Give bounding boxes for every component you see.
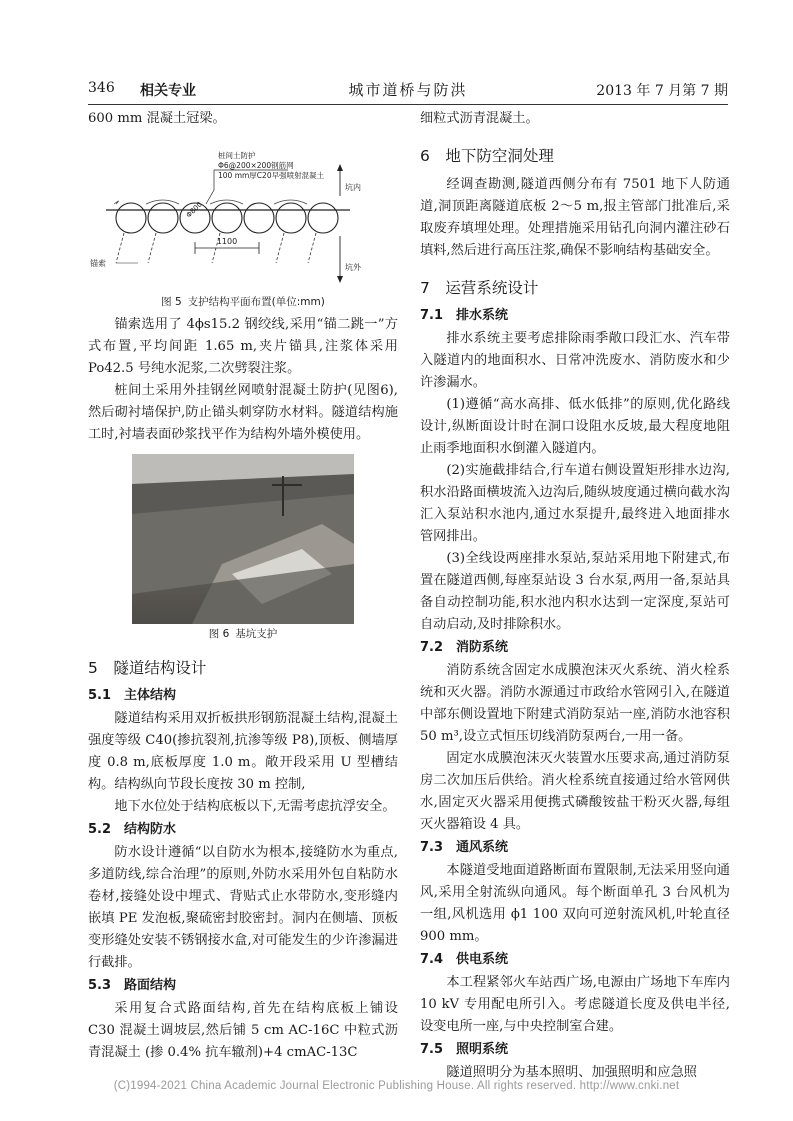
subsection-7-3-heading: 7.3 通风系统 [420,840,509,855]
issue-label: 2013 年 7 月第 7 期 [596,83,728,99]
paragraph-main-structure: 隧道结构采用双折板拱形钢筋混凝土结构,混凝土强度等级 C40(掺抗裂剂,抗渗等级 P8),顶板、侧墙厚度 0.8 m,底板厚度 1.0 m。敞开段采用 U 型槽结构。结构纵向节段长度按 30 m 控制, [88,711,398,792]
paragraph-anchor: 锚索选用了 4ϕs15.2 钢绞线,采用“锚二跳一”方式布置,平均间距 1.65 m,夹片锚具,注浆体采用 Po42.5 号纯水泥浆,二次劈裂注浆。 [88,317,398,376]
label-pit-outside: 坑外 [345,263,361,272]
subsection-5-3-heading: 5.3 路面结构 [88,978,177,993]
figure-5-caption [88,294,398,310]
paragraph-drainage-3: (3)全线设两座排水泵站,泵站采用地下附建式,布置在隧道西侧,每座泵站设 3 台水泵,两用一备,泵站具备自动控制功能,积水池内积水达到一定深度,泵站可自动启动,及时排除积水。 [420,551,730,632]
left-column [88,108,398,1064]
subsection-7-1-heading: 7.1 排水系统 [420,308,509,323]
paragraph-fire-foam: 固定水成膜泡沫灭火装置水压要求高,通过消防泵房二次加压后供给。消火栓系统直接通过给水管网供水,固定灭火器采用便携式磷酸铵盐干粉灭火器,每组灭火器箱设 4 具。 [420,751,730,832]
dim-diameter-label: Φ800 [184,200,204,220]
page-number: 346 [88,80,115,96]
figure-5 [88,138,398,310]
figure-6-caption [88,626,398,642]
subsection-7-4-heading: 7.4 供电系统 [420,952,509,967]
copyright-footer: (C)1994-2021 China Academic Journal Electronic Publishing House. All rights reserved. http://www.cnki.net [113,1080,680,1092]
note-shotcrete: 100 mm厚C20早强喷射混凝土 [218,171,325,180]
paragraph-drainage-2: (2)实施截排结合,行车道右侧设置矩形排水边沟,积水沿路面横坡流入边沟后,随纵坡度通过横向截水沟汇入泵站积水池内,通过水泵提升,最终进入地面排水管网排出。 [420,463,730,544]
label-anchor: 锚索 [90,259,106,268]
subsection-7-5-heading: 7.5 照明系统 [420,1042,509,1057]
note-soil-protection: 桩间土防护 [218,151,256,160]
section-5-heading: 5 隧道结构设计 [88,659,207,677]
section-name: 相关专业 [140,83,196,99]
journal-title: 城市道桥与防洪 [348,81,468,99]
paragraph-air-raid-shelter: 经调查勘测,隧道西侧分布有 7501 地下人防通道,洞顶距离隧道底板 2～5 m,报主管部门批准后,采取废弃填埋处理。处理措施采用钻孔向洞内灌注砂石填料,然后进行高压注浆,确保不影响结构基础安全。 [420,177,730,258]
paragraph-fire-system: 消防系统含固定水成膜泡沫灭火系统、消火栓系统和灭火器。消防水源通过市政给水管网引入,在隧道中部东侧设置地下附建式消防泵站一座,消防水池容积 50 m³,设立式恒压切线消防泵两台,一用一备。 [420,663,730,744]
paragraph-soil-protection: 桩间土采用外挂钢丝网喷射混凝土防护(见图6),然后砌衬墙保护,防止锚头刺穿防水材料。隧道结构施工时,衬墙表面砂浆找平作为结构外墙外模使用。 [88,383,398,442]
paragraph-drainage-intro: 排水系统主要考虑排除雨季敞口段汇水、汽车带入隧道内的地面积水、日常冲洗废水、消防废水和少许渗漏水。 [420,331,730,390]
paragraph-ventilation: 本隧道受地面道路断面布置限制,无法采用竖向通风,采用全射流纵向通风。每个断面单孔 3 台风机为一组,风机选用 ϕ1 100 双向可逆射流风机,叶轮直径 900 mm。 [420,863,730,944]
paragraph-lighting: 隧道照明分为基本照明、加强照明和应急照 [446,1065,697,1080]
label-pit-inside: 坑内 [345,183,361,192]
paragraph-drainage-1: (1)遵循“高水高排、低水低排”的原则,优化路线设计,纵断面设计时在洞口设阻水反坡,最大程度地阻止雨季地面积水倒灌入隧道内。 [420,397,730,456]
figure-5-caption-text: 支护结构平面布置(单位:mm) [187,296,325,308]
right-column [420,108,730,1084]
page-header [88,78,728,105]
paragraph-groundwater: 地下水位处于结构底板以下,无需考虑抗浮安全。 [114,799,396,814]
figure-6-caption-text: 基坑支护 [235,628,278,640]
paragraph-power-supply: 本工程紧邻火车站西广场,电源由广场地下车库内 10 kV 专用配电所引入。考虑隧道长度及供电半径,设变电所一座,与中央控制室合建。 [420,975,730,1034]
section-6-heading: 6 地下防空洞处理 [420,147,554,165]
support-plan-diagram [88,138,398,288]
note-mesh: Φ6@200×200钢筋网 [218,161,294,170]
paragraph-continuation-right: 细粒式沥青混凝土。 [420,111,539,126]
figure-5-label: 图 5 [161,296,182,308]
excavation-photo [132,454,354,624]
subsection-7-2-heading: 7.2 消防系统 [420,640,509,655]
paragraph-continuation: 600 mm 混凝土冠梁。 [88,111,226,126]
subsection-5-1-heading: 5.1 主体结构 [88,688,177,703]
paragraph-waterproofing: 防水设计遵循“以自防水为根本,接缝防水为重点,多道防线,综合治理”的原则,外防水采用外包自粘防水卷材,接缝处设中埋式、背贴式止水带防水,变形缝内嵌填 PE 发泡板,聚硫密封胶密封。洞内在侧墙、顶板变形缝处安装不锈钢接水盒,对可能发生的少许渗漏进行截排。 [88,845,398,970]
paragraph-pavement: 采用复合式路面结构,首先在结构底板上铺设 C30 混凝土调坡层,然后铺 5 cm AC-16C 中粒式沥青混凝土 (掺 0.4% 抗车辙剂)+4 cmAC-13C [88,1001,398,1060]
figure-6-label: 图 6 [208,628,230,640]
dim-spacing-label: 1100 [216,237,238,246]
figure-6 [88,454,398,642]
section-7-heading: 7 运营系统设计 [420,279,539,297]
subsection-5-2-heading: 5.2 结构防水 [88,822,177,837]
